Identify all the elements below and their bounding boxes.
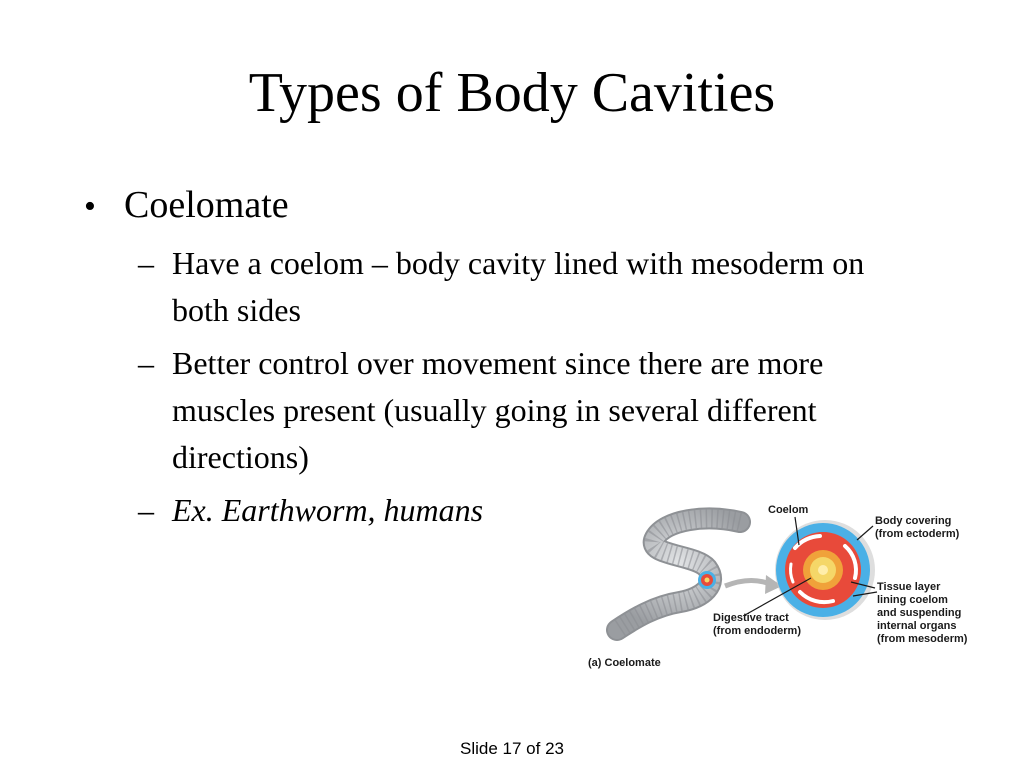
sub-bullet-item <box>138 340 964 481</box>
label-tissue-layer: Tissue layer lining coelom and suspending internal organs (from mesoderm) <box>877 581 968 645</box>
sub-bullet-item <box>138 240 964 334</box>
sub-bullet-text: Have a coelom – body cavity lined with mesoderm on both sides <box>172 245 865 328</box>
slide-title: Types of Body Cavities <box>248 62 776 124</box>
label-body-covering: Body covering (from ectoderm) <box>875 515 960 540</box>
label-digestive-tract: Digestive tract (from endoderm) <box>713 612 801 637</box>
dash-symbol: – <box>138 245 154 281</box>
sub-bullet-list <box>138 240 964 534</box>
arrow-icon <box>725 575 782 594</box>
bullet-text: Coelomate <box>124 184 289 226</box>
dash-symbol: – <box>138 492 154 528</box>
sub-bullet-text: Ex. Earthworm, humans <box>172 492 484 528</box>
figure-caption: (a) Coelomate <box>588 657 661 669</box>
coelomate-figure <box>585 498 985 676</box>
bullet-coelomate <box>84 180 964 232</box>
label-coelom: Coelom <box>768 504 809 516</box>
cross-section-diagram <box>775 520 875 620</box>
bullet-symbol: • <box>84 188 96 225</box>
sub-bullet-text: Better control over movement since there are more muscles present (usually going in several different directions) <box>172 345 824 475</box>
slide-number: Slide 17 of 23 <box>460 739 564 758</box>
slide-content <box>84 180 964 540</box>
dash-symbol: – <box>138 345 154 381</box>
